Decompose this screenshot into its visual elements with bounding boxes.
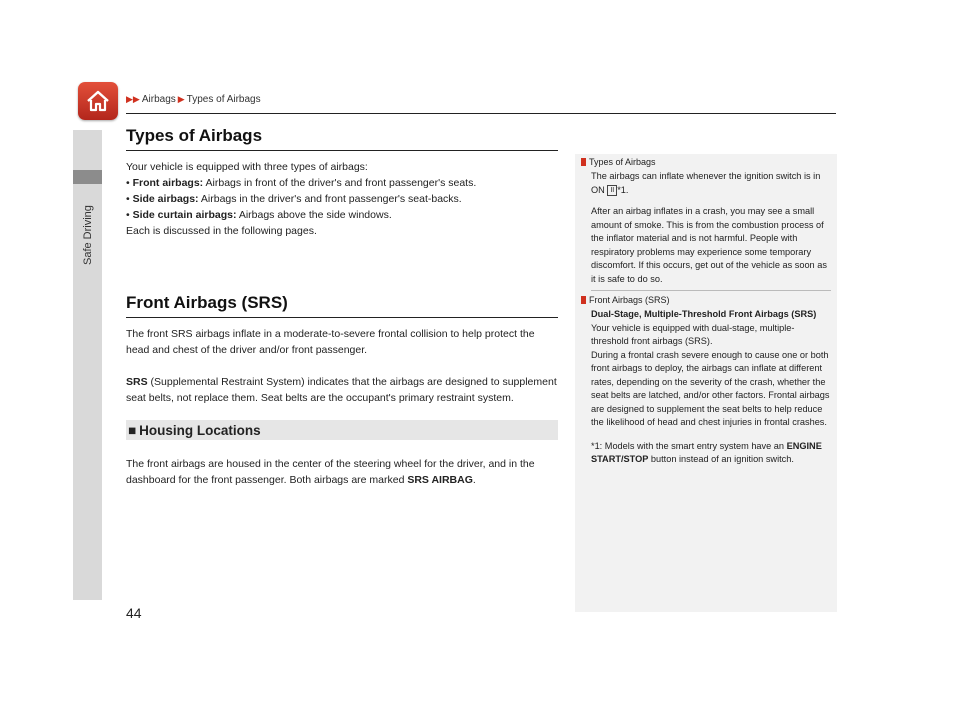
bullet-curtain: • Side curtain airbags: Airbags above the side windows. [126,209,392,221]
housing-end: . [472,474,476,486]
note-title-text: Front Airbags (SRS) [589,295,670,305]
bullet-label: Side curtain airbags: [132,209,237,221]
front-para-2 [126,374,558,406]
engine-button-term: ENGINE START/STOP [591,440,822,464]
main-content [126,126,558,488]
footnote-end: button instead of an ignition switch. [650,454,794,464]
breadcrumb [126,94,261,105]
header-divider [126,113,836,114]
note-marker-icon [581,296,586,304]
note-front-line1: Your vehicle is equipped with dual-stage, multiple-threshold front airbags (SRS). [591,322,795,346]
side-tab-marker [73,170,102,184]
types-intro: Your vehicle is equipped with three types of airbags: [126,161,368,173]
page-number: 44 [126,605,142,621]
bullet-text: Airbags above the side windows. [238,209,392,221]
home-button[interactable] [78,82,118,120]
srs-definition: (Supplemental Restraint System) indicates that the airbags are designed to supplement seat belts, not replace them. Seat belts are the occupant's primary restraint system. [126,376,557,404]
bullet-text: Airbags in the driver's and front passenger's seat-backs. [200,193,462,205]
note-marker-icon [581,158,586,166]
section-title-front: Front Airbags (SRS) [126,293,558,318]
section-title-types: Types of Airbags [126,126,558,151]
breadcrumb-item-airbags[interactable]: Airbags [141,94,176,105]
bullet-label: Side airbags: [132,193,199,205]
notes-panel [575,154,837,612]
home-icon [85,89,111,113]
footnote-text: *1: Models with the smart entry system have an [591,440,785,451]
bullet-side: • Side airbags: Airbags in the driver's and front passenger's seat-backs. [126,193,462,205]
note-types-line2: After an airbag inflates in a crash, you may see a small amount of smoke. This is from the combustion process of the inflator material and is not harmful. People with respiratory problems may experience some temporary discomfort. If this occurs, get out of the vehicle as soon as it is safe to do so. [591,206,827,284]
srs-airbag-term: SRS AIRBAG [407,474,473,486]
housing-para [126,456,558,488]
note-types-line1 [581,170,831,197]
types-outro: Each is discussed in the following pages. [126,225,317,237]
note-front-heading: Dual-Stage, Multiple-Threshold Front Airbags (SRS) [591,309,817,319]
subsection-housing [126,420,558,440]
bullet-label: Front airbags: [132,177,204,189]
note-front-line2: During a frontal crash severe enough to cause one or both front airbags to deploy, the airbags can inflate at different rates, depending on the severity of the crash, whether the seat belts are latched, and/or other factors. Frontal airbags are designed to supplement the seat belts to help reduce the likelihood of head and chest injuries in frontal crashes. [591,349,830,427]
side-section-label: Safe Driving [82,205,94,265]
subsection-title: Housing Locations [139,422,261,438]
bullet-front: • Front airbags: Airbags in front of the driver's and front passenger's seats. [126,177,477,189]
note-title-text: Types of Airbags [589,157,656,167]
note-title-front [581,295,831,305]
housing-text: The front airbags are housed in the center of the steering wheel for the driver, and in the dashboard for the front passenger. Both airbags are marked [126,458,535,486]
breadcrumb-item-types[interactable]: Types of Airbags [186,94,261,105]
note-text: The airbags can inflate whenever the ignition switch is in ON [591,171,821,195]
breadcrumb-arrow-icon: ▶▶ [126,94,140,104]
note-footnote [581,440,831,467]
note-divider [591,290,831,291]
side-tab-strip [73,130,102,600]
ignition-on-icon: II [607,185,617,196]
note-ref: *1. [617,184,629,195]
square-bullet-icon: ■ [128,422,137,438]
srs-term: SRS [126,376,148,388]
front-para-1: The front SRS airbags inflate in a moderate-to-severe frontal collision to help protect the head and chest of the driver and/or front passenger. [126,328,535,356]
breadcrumb-arrow-icon: ▶ [177,94,185,104]
note-title-types [581,157,831,167]
bullet-text: Airbags in front of the driver's and front passenger's seats. [205,177,477,189]
